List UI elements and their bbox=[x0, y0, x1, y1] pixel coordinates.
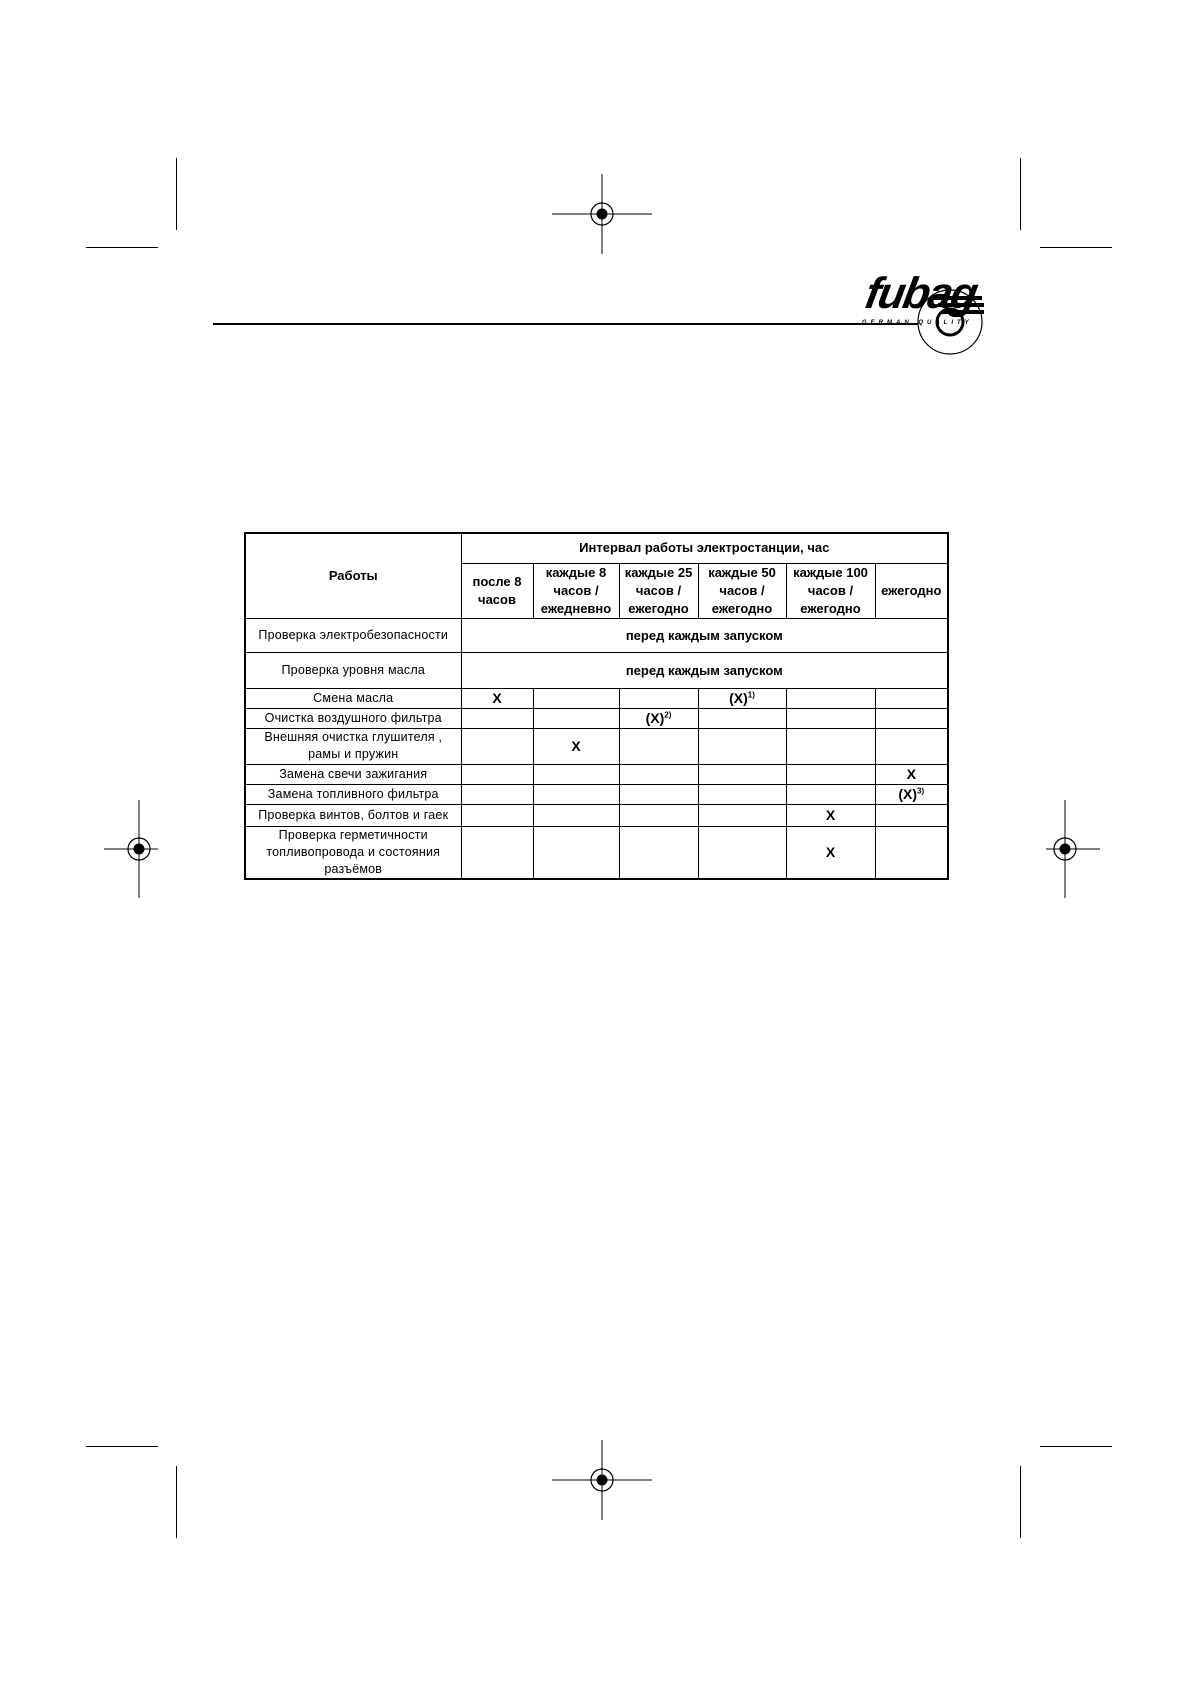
mark-value: (X) bbox=[898, 786, 918, 802]
work-cell: Очистка воздушного фильтра bbox=[245, 708, 461, 728]
mark-value: X bbox=[825, 844, 836, 860]
crop-mark bbox=[1040, 1446, 1112, 1447]
table-row bbox=[245, 784, 948, 804]
crop-mark bbox=[86, 1446, 158, 1447]
registration-mark-icon bbox=[552, 1440, 652, 1520]
interval-mark-cell bbox=[461, 804, 533, 826]
work-cell: Проверка герметичности топливопровода и состояния разъёмов bbox=[245, 826, 461, 879]
interval-column-header: каждые 100 часов / ежегодно bbox=[786, 563, 875, 618]
interval-mark-cell bbox=[461, 708, 533, 728]
interval-column-header: каждые 8 часов / ежедневно bbox=[533, 563, 619, 618]
interval-mark-cell bbox=[533, 688, 619, 708]
registration-mark-icon bbox=[104, 800, 164, 898]
mark-value: X bbox=[571, 738, 581, 754]
interval-mark-cell bbox=[698, 688, 786, 708]
interval-mark-cell bbox=[786, 784, 875, 804]
work-cell: Внешняя очистка глушителя , рамы и пружин bbox=[245, 728, 461, 764]
interval-mark-cell bbox=[875, 826, 948, 879]
table-row bbox=[245, 826, 948, 879]
logo-tagline: GERMAN QUALITY bbox=[862, 320, 973, 326]
crop-mark bbox=[86, 247, 158, 248]
interval-mark-cell bbox=[461, 688, 533, 708]
interval-span-cell: перед каждым запуском bbox=[461, 618, 948, 652]
work-cell: Проверка винтов, болтов и гаек bbox=[245, 804, 461, 826]
interval-mark-cell bbox=[875, 804, 948, 826]
footnote-ref: 1) bbox=[747, 690, 755, 700]
interval-mark-cell bbox=[875, 688, 948, 708]
table-row bbox=[245, 652, 948, 688]
interval-mark-cell bbox=[533, 764, 619, 784]
mark-value: (X) bbox=[729, 690, 748, 706]
interval-mark-cell bbox=[619, 708, 698, 728]
work-cell: Смена масла bbox=[245, 688, 461, 708]
interval-mark-cell bbox=[619, 688, 698, 708]
interval-header: Интервал работы электростанции, час bbox=[461, 533, 948, 563]
registration-mark-icon bbox=[1040, 800, 1100, 898]
interval-column-header: ежегодно bbox=[875, 563, 948, 618]
interval-mark-cell bbox=[875, 764, 948, 784]
interval-mark-cell bbox=[533, 826, 619, 879]
interval-mark-cell bbox=[698, 826, 786, 879]
interval-mark-cell bbox=[533, 728, 619, 764]
interval-mark-cell bbox=[786, 826, 875, 879]
interval-mark-cell bbox=[698, 764, 786, 784]
crop-mark bbox=[1020, 1466, 1021, 1538]
brand-logo bbox=[858, 269, 986, 358]
crop-mark bbox=[1020, 158, 1021, 230]
footnote-ref: 2) bbox=[664, 710, 672, 720]
interval-column-header: каждые 25 часов / ежегодно bbox=[619, 563, 698, 618]
interval-mark-cell bbox=[619, 728, 698, 764]
interval-mark-cell bbox=[698, 728, 786, 764]
interval-mark-cell bbox=[698, 708, 786, 728]
interval-mark-cell bbox=[461, 764, 533, 784]
maintenance-schedule-table bbox=[244, 532, 949, 880]
interval-column-header: каждые 50 часов / ежегодно bbox=[698, 563, 786, 618]
interval-mark-cell bbox=[875, 708, 948, 728]
table-row bbox=[245, 764, 948, 784]
table-row bbox=[245, 728, 948, 764]
interval-mark-cell bbox=[698, 804, 786, 826]
interval-mark-cell bbox=[619, 826, 698, 879]
interval-mark-cell bbox=[461, 784, 533, 804]
interval-mark-cell bbox=[619, 804, 698, 826]
interval-mark-cell bbox=[461, 728, 533, 764]
interval-mark-cell bbox=[875, 728, 948, 764]
mark-value: X bbox=[492, 690, 502, 706]
work-cell: Проверка электробезопасности bbox=[245, 618, 461, 652]
work-cell: Замена топливного фильтра bbox=[245, 784, 461, 804]
interval-mark-cell bbox=[786, 728, 875, 764]
work-cell: Замена свечи зажигания bbox=[245, 764, 461, 784]
footnote-ref: 3) bbox=[917, 786, 925, 796]
crop-mark bbox=[176, 1466, 177, 1538]
interval-span-cell: перед каждым запуском bbox=[461, 652, 948, 688]
crop-mark bbox=[176, 158, 177, 230]
table-row bbox=[245, 688, 948, 708]
interval-mark-cell bbox=[533, 784, 619, 804]
interval-mark-cell bbox=[786, 764, 875, 784]
interval-mark-cell bbox=[461, 826, 533, 879]
table-body bbox=[245, 618, 948, 879]
interval-column-header: после 8 часов bbox=[461, 563, 533, 618]
crop-mark bbox=[1040, 247, 1112, 248]
interval-mark-cell bbox=[875, 784, 948, 804]
mark-value: (X) bbox=[645, 710, 665, 726]
interval-mark-cell bbox=[698, 784, 786, 804]
table-row bbox=[245, 708, 948, 728]
logo-text: fubag bbox=[861, 269, 981, 318]
interval-mark-cell bbox=[786, 708, 875, 728]
registration-mark-icon bbox=[552, 174, 652, 254]
interval-mark-cell bbox=[619, 784, 698, 804]
header-rule bbox=[213, 323, 931, 325]
interval-mark-cell bbox=[786, 804, 875, 826]
mark-value: X bbox=[825, 807, 836, 823]
work-cell: Проверка уровня масла bbox=[245, 652, 461, 688]
interval-mark-cell bbox=[619, 764, 698, 784]
mark-value: X bbox=[906, 766, 916, 782]
interval-mark-cell bbox=[533, 804, 619, 826]
table-row bbox=[245, 618, 948, 652]
interval-mark-cell bbox=[786, 688, 875, 708]
works-column-header: Работы bbox=[245, 533, 461, 618]
interval-mark-cell bbox=[533, 708, 619, 728]
table-row bbox=[245, 804, 948, 826]
